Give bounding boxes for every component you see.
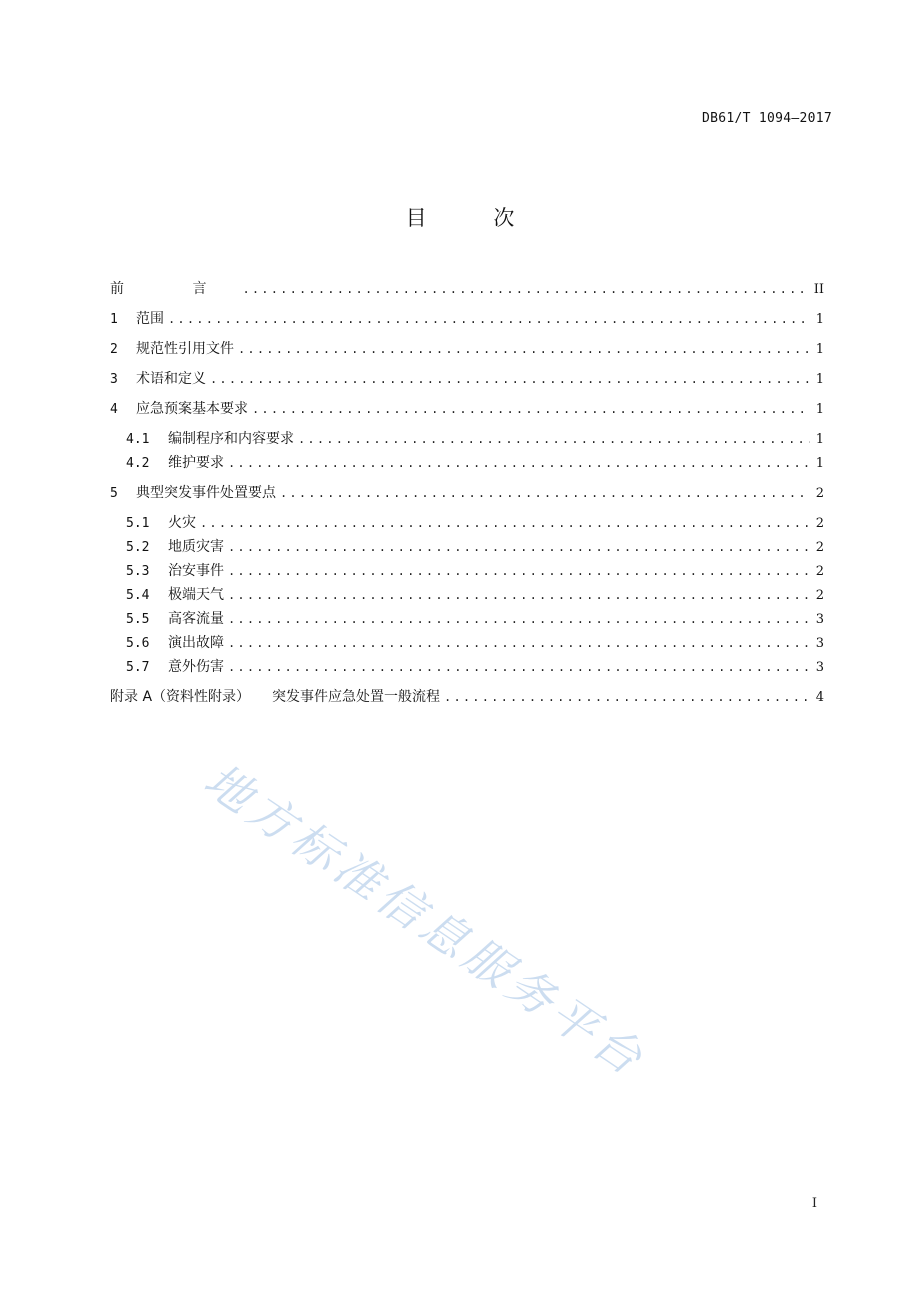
dot-leader xyxy=(228,632,810,654)
toc-entry-number: 5.3 xyxy=(126,564,150,579)
toc-entry-page: 4 xyxy=(815,690,824,705)
toc-entry-label: 突发事件应急处置一般流程 xyxy=(272,689,441,705)
toc-entry-page: 1 xyxy=(815,456,824,471)
document-code: DB61/T 1094—2017 xyxy=(701,111,832,126)
dot-leader xyxy=(228,560,810,582)
toc-entry-label: 术语和定义 xyxy=(136,371,206,387)
toc-entry-number: 4.1 xyxy=(126,432,150,447)
toc-entry-number: 5.1 xyxy=(126,516,150,531)
toc-entry-number: 3 xyxy=(110,372,118,387)
toc-entry-5[interactable] xyxy=(110,482,824,505)
toc-entry-label: 典型突发事件处置要点 xyxy=(136,485,276,501)
toc-entry-label: 火灾 xyxy=(168,515,196,531)
toc-entry-page: 1 xyxy=(815,432,824,447)
toc-entry-page: 3 xyxy=(815,612,824,627)
toc-entry-number: 4.2 xyxy=(126,456,150,471)
toc-entry-label: 地质灾害 xyxy=(168,539,224,555)
dot-leader xyxy=(228,584,810,606)
toc-entry-label: 范围 xyxy=(136,311,164,327)
toc-entry-foreword[interactable] xyxy=(110,278,824,301)
dot-leader xyxy=(242,278,807,300)
toc-entry-page: 2 xyxy=(815,540,824,555)
toc-entry-appendix-prefix: 附录 A（资料性附录） xyxy=(110,689,251,705)
toc-entry-page: 2 xyxy=(815,486,824,501)
toc-entry-5-6[interactable] xyxy=(126,632,824,655)
toc-entry-label: 前 言 xyxy=(110,281,239,297)
toc-entry-page: 2 xyxy=(815,588,824,603)
toc-entry-5-4[interactable] xyxy=(126,584,824,607)
dot-leader xyxy=(252,398,810,420)
dot-leader xyxy=(228,656,810,678)
toc-entry-2[interactable] xyxy=(110,338,824,361)
toc-entry-number: 1 xyxy=(110,312,118,327)
toc-entry-number: 5.4 xyxy=(126,588,150,603)
toc-entry-appendix-a[interactable] xyxy=(110,686,824,709)
toc-entry-number: 5.5 xyxy=(126,612,150,627)
dot-leader xyxy=(298,428,810,450)
watermark: 地方标准信息服务平台 xyxy=(194,752,657,1089)
toc-entry-number: 5.6 xyxy=(126,636,150,651)
toc-entry-5-1[interactable] xyxy=(126,512,824,535)
toc-entry-4[interactable] xyxy=(110,398,824,421)
toc-entry-5-3[interactable] xyxy=(126,560,824,583)
toc-entry-label: 规范性引用文件 xyxy=(136,341,234,357)
toc-entry-page: 1 xyxy=(815,342,824,357)
toc-entry-page: 1 xyxy=(815,402,824,417)
toc-entry-label: 意外伤害 xyxy=(168,659,224,675)
toc-entry-page: 1 xyxy=(815,372,824,387)
toc-entry-number: 4 xyxy=(110,402,118,417)
toc-entry-3[interactable] xyxy=(110,368,824,391)
dot-leader xyxy=(238,338,810,360)
toc-entry-page: 3 xyxy=(815,636,824,651)
dot-leader xyxy=(444,686,810,708)
toc-entry-5-2[interactable] xyxy=(126,536,824,559)
toc-entry-page: 2 xyxy=(815,564,824,579)
toc-entry-5-5[interactable] xyxy=(126,608,824,631)
toc-entry-4-2[interactable] xyxy=(126,452,824,475)
toc-entry-4-1[interactable] xyxy=(126,428,824,451)
toc-entry-label: 维护要求 xyxy=(168,455,224,471)
toc-entry-page: 2 xyxy=(815,516,824,531)
dot-leader xyxy=(168,308,810,330)
dot-leader xyxy=(280,482,810,504)
toc-entry-number: 5.7 xyxy=(126,660,150,675)
dot-leader xyxy=(210,368,810,390)
toc-entry-label: 极端天气 xyxy=(168,587,224,603)
toc-entry-label: 治安事件 xyxy=(168,563,224,579)
page-number: I xyxy=(811,1196,817,1211)
dot-leader xyxy=(200,512,810,534)
page-title: 目 次 xyxy=(405,206,545,230)
toc-entry-label: 应急预案基本要求 xyxy=(136,401,248,417)
dot-leader xyxy=(228,452,810,474)
toc-entry-page: II xyxy=(813,282,824,297)
toc-entry-number: 5 xyxy=(110,486,118,501)
toc-entry-label: 演出故障 xyxy=(168,635,224,651)
toc-entry-label: 编制程序和内容要求 xyxy=(168,431,294,447)
dot-leader xyxy=(228,608,810,630)
toc-entry-5-7[interactable] xyxy=(126,656,824,679)
toc-entry-number: 5.2 xyxy=(126,540,150,555)
toc-entry-page: 3 xyxy=(815,660,824,675)
toc-entry-number: 2 xyxy=(110,342,118,357)
toc-entry-label: 高客流量 xyxy=(168,611,224,627)
dot-leader xyxy=(228,536,810,558)
toc-entry-page: 1 xyxy=(815,312,824,327)
toc-entry-1[interactable] xyxy=(110,308,824,331)
